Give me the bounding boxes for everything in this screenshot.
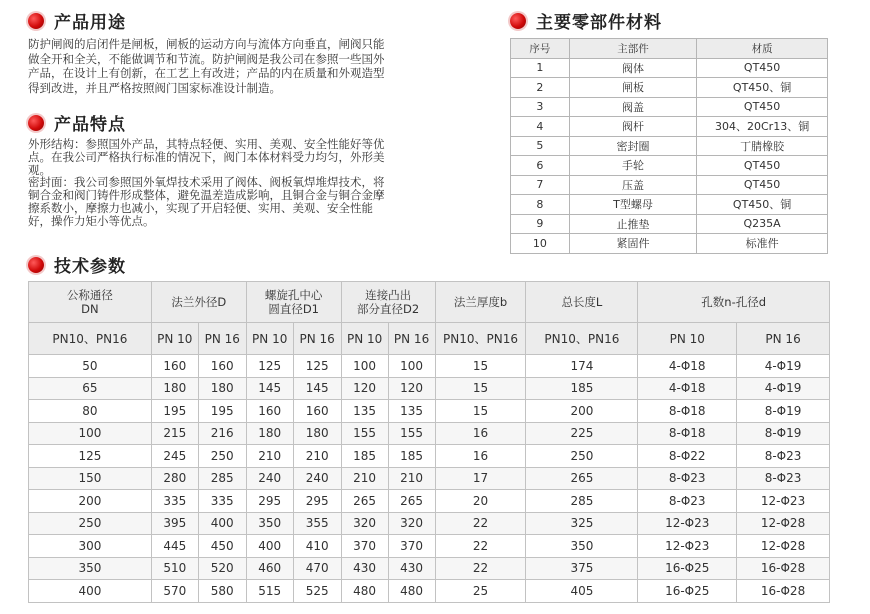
- tech-cell: 16-Φ28: [737, 580, 830, 603]
- tech-cell: 285: [526, 490, 638, 513]
- tech-cell: 225: [526, 422, 638, 445]
- raised-face-header: 连接凸出 部分直径D2: [341, 282, 435, 323]
- tech-cell: 210: [388, 467, 435, 490]
- materials-cell: QT450: [697, 156, 828, 176]
- materials-row: [511, 175, 828, 195]
- tech-cell: 50: [29, 355, 152, 378]
- tech-cell: 570: [151, 580, 198, 603]
- tech-row: [29, 422, 830, 445]
- tech-cell: 250: [198, 445, 246, 468]
- materials-cell: 紧固件: [569, 234, 696, 254]
- tech-cell: 370: [388, 535, 435, 558]
- materials-row: [511, 97, 828, 117]
- materials-cell: T型螺母: [569, 195, 696, 215]
- usage-paragraph: [28, 37, 453, 95]
- tech-cell: 22: [435, 535, 526, 558]
- materials-cell: 304、20Cr13、铜: [697, 117, 828, 137]
- tech-cell: 20: [435, 490, 526, 513]
- tech-cell: 8-Φ23: [638, 467, 737, 490]
- tech-cell: 335: [198, 490, 246, 513]
- tech-cell: 125: [29, 445, 152, 468]
- tech-cell: 280: [151, 467, 198, 490]
- tech-row: [29, 467, 830, 490]
- features-text-line: 观。: [28, 162, 51, 177]
- tech-row: [29, 512, 830, 535]
- tech-cell: 350: [526, 535, 638, 558]
- tech-cell: 265: [341, 490, 388, 513]
- materials-cell: 阀盖: [569, 97, 696, 117]
- tech-cell: 375: [526, 557, 638, 580]
- materials-row: [511, 234, 828, 254]
- tech-cell: 125: [246, 355, 293, 378]
- materials-row: [511, 78, 828, 98]
- features-text-line: 铜合金和阀门铸件形成整体，避免温差造成影响，且铜合金与铜合金摩: [28, 188, 385, 203]
- red-bullet-icon: [28, 257, 44, 273]
- tech-cell: 17: [435, 467, 526, 490]
- tech-cell: 185: [388, 445, 435, 468]
- features-paragraph: [28, 138, 453, 228]
- materials-row: [511, 136, 828, 156]
- tech-row: [29, 377, 830, 400]
- tech-cell: 355: [293, 512, 341, 535]
- tech-cell: 445: [151, 535, 198, 558]
- tech-cell: 135: [388, 400, 435, 423]
- materials-cell: 8: [511, 195, 570, 215]
- tech-cell: 210: [246, 445, 293, 468]
- tech-cell: 180: [151, 377, 198, 400]
- materials-cell: 手轮: [569, 156, 696, 176]
- tech-cell: 300: [29, 535, 152, 558]
- materials-cell: 6: [511, 156, 570, 176]
- tech-cell: 16: [435, 445, 526, 468]
- tech-cell: 210: [293, 445, 341, 468]
- tech-row: [29, 557, 830, 580]
- tech-subheader-cell: PN 16: [198, 323, 246, 355]
- materials-row: [511, 156, 828, 176]
- tech-subheader-cell: PN 16: [388, 323, 435, 355]
- usage-heading: [28, 8, 126, 33]
- tech-cell: 470: [293, 557, 341, 580]
- materials-cell: QT450: [697, 175, 828, 195]
- features-heading: [28, 110, 126, 135]
- tech-cell: 250: [29, 512, 152, 535]
- tech-cell: 8-Φ19: [737, 422, 830, 445]
- tech-params-table: [28, 281, 830, 603]
- tech-cell: 200: [29, 490, 152, 513]
- tech-cell: 125: [293, 355, 341, 378]
- tech-subheader-cell: PN 10: [246, 323, 293, 355]
- tech-cell: 12-Φ23: [737, 490, 830, 513]
- tech-cell: 320: [388, 512, 435, 535]
- tech-cell: 4-Φ19: [737, 377, 830, 400]
- tech-cell: 8-Φ23: [737, 445, 830, 468]
- usage-text-line: 产品，在设计上有创新，在工艺上有改进；产品的内在质量和外观造型: [28, 66, 385, 80]
- tech-cell: 450: [198, 535, 246, 558]
- materials-table: [510, 38, 828, 254]
- bolt-circle-header: 螺旋孔中心 圆直径D1: [246, 282, 341, 323]
- tech-cell: 525: [293, 580, 341, 603]
- tech-cell: 400: [29, 580, 152, 603]
- materials-row: [511, 117, 828, 137]
- materials-cell: 止推垫: [569, 214, 696, 234]
- tech-row: [29, 400, 830, 423]
- tech-cell: 8-Φ23: [638, 490, 737, 513]
- tech-cell: 145: [293, 377, 341, 400]
- tech-cell: 65: [29, 377, 152, 400]
- tech-cell: 22: [435, 557, 526, 580]
- tech-subheader-cell: PN 10: [151, 323, 198, 355]
- tech-cell: 180: [293, 422, 341, 445]
- materials-cell: 阀体: [569, 58, 696, 78]
- materials-cell: Q235A: [697, 214, 828, 234]
- tech-cell: 120: [341, 377, 388, 400]
- tech-cell: 580: [198, 580, 246, 603]
- tech-subheader-cell: PN 16: [737, 323, 830, 355]
- holes-header: 孔数n-孔径d: [638, 282, 830, 323]
- tech-cell: 395: [151, 512, 198, 535]
- features-text-line: 好，操作力矩小等优点。: [28, 213, 155, 228]
- tech-cell: 405: [526, 580, 638, 603]
- tech-cell: 185: [526, 377, 638, 400]
- tech-cell: 160: [246, 400, 293, 423]
- tech-subheader-cell: PN 10: [638, 323, 737, 355]
- features-text-line: 外形结构：参照国外产品，其特点轻便、实用、美观、安全性能好等优: [28, 137, 385, 151]
- features-text-line: 擦系数小，摩擦力也减小，实现了开启轻便、实用、美观、安全性能: [28, 200, 373, 215]
- materials-cell: 标准件: [697, 234, 828, 254]
- tech-subheader-cell: PN 10: [341, 323, 388, 355]
- materials-row: [511, 214, 828, 234]
- tech-subheader-cell: PN10、PN16: [435, 323, 526, 355]
- materials-row: [511, 58, 828, 78]
- materials-cell: 压盖: [569, 175, 696, 195]
- tech-cell: 265: [388, 490, 435, 513]
- materials-cell: 丁腈橡胶: [697, 136, 828, 156]
- tech-header-row: [29, 282, 830, 323]
- tech-cell: 150: [29, 467, 152, 490]
- tech-cell: 480: [341, 580, 388, 603]
- materials-cell: 5: [511, 136, 570, 156]
- flange-thickness-header: 法兰厚度b: [435, 282, 526, 323]
- tech-cell: 325: [526, 512, 638, 535]
- tech-cell: 460: [246, 557, 293, 580]
- tech-row: [29, 535, 830, 558]
- tech-subheader-row: [29, 323, 830, 355]
- materials-cell: 密封圈: [569, 136, 696, 156]
- tech-cell: 295: [246, 490, 293, 513]
- tech-row: [29, 580, 830, 603]
- tech-cell: 80: [29, 400, 152, 423]
- materials-cell: 10: [511, 234, 570, 254]
- tech-row: [29, 355, 830, 378]
- tech-cell: 515: [246, 580, 293, 603]
- dn-header: 公称通径 DN: [29, 282, 152, 323]
- materials-cell: QT450: [697, 58, 828, 78]
- tech-cell: 285: [198, 467, 246, 490]
- red-bullet-icon: [28, 115, 44, 131]
- materials-cell: 9: [511, 214, 570, 234]
- materials-cell: 3: [511, 97, 570, 117]
- features-title: 产品特点: [54, 115, 126, 135]
- materials-header-cell: 序号: [511, 39, 570, 59]
- tech-cell: 216: [198, 422, 246, 445]
- tech-cell: 185: [341, 445, 388, 468]
- tech-cell: 250: [526, 445, 638, 468]
- red-bullet-icon: [28, 13, 44, 29]
- tech-cell: 180: [198, 377, 246, 400]
- tech-cell: 335: [151, 490, 198, 513]
- tech-cell: 480: [388, 580, 435, 603]
- tech-cell: 195: [151, 400, 198, 423]
- tech-cell: 100: [29, 422, 152, 445]
- tech-cell: 12-Φ28: [737, 535, 830, 558]
- flange-od-header: 法兰外径D: [151, 282, 246, 323]
- usage-text-line: 做全开和全关，不能做调节和节流。防护闸阀是我公司在参照一些国外: [28, 51, 385, 66]
- tech-cell: 240: [246, 467, 293, 490]
- tech-cell: 400: [198, 512, 246, 535]
- tech-cell: 155: [341, 422, 388, 445]
- tech-cell: 4-Φ18: [638, 377, 737, 400]
- tech-cell: 8-Φ22: [638, 445, 737, 468]
- tech-cell: 16: [435, 422, 526, 445]
- tech-cell: 160: [198, 355, 246, 378]
- tech-cell: 4-Φ19: [737, 355, 830, 378]
- tech-cell: 240: [293, 467, 341, 490]
- tech-row: [29, 490, 830, 513]
- tech-subheader-cell: PN10、PN16: [526, 323, 638, 355]
- tech-cell: 410: [293, 535, 341, 558]
- tech-cell: 145: [246, 377, 293, 400]
- tech-cell: 160: [151, 355, 198, 378]
- materials-heading: [510, 8, 662, 33]
- tech-cell: 430: [388, 557, 435, 580]
- materials-cell: 4: [511, 117, 570, 137]
- materials-header-cell: 材质: [697, 39, 828, 59]
- tech-cell: 510: [151, 557, 198, 580]
- tech-cell: 320: [341, 512, 388, 535]
- tech-cell: 155: [388, 422, 435, 445]
- tech-cell: 8-Φ18: [638, 422, 737, 445]
- materials-cell: QT450、铜: [697, 78, 828, 98]
- materials-cell: 7: [511, 175, 570, 195]
- tech-cell: 16-Φ25: [638, 557, 737, 580]
- tech-cell: 12-Φ23: [638, 512, 737, 535]
- tech-subheader-cell: PN10、PN16: [29, 323, 152, 355]
- tech-cell: 200: [526, 400, 638, 423]
- materials-cell: 1: [511, 58, 570, 78]
- tech-cell: 8-Φ23: [737, 467, 830, 490]
- tech-cell: 100: [341, 355, 388, 378]
- materials-title: 主要零部件材料: [536, 13, 662, 33]
- tech-heading: [28, 252, 126, 277]
- tech-cell: 265: [526, 467, 638, 490]
- tech-cell: 16-Φ25: [638, 580, 737, 603]
- materials-cell: QT450、铜: [697, 195, 828, 215]
- features-text-line: 点。在我公司严格执行标准的情况下，阀门本体材料受力均匀，外形美: [28, 149, 385, 164]
- tech-cell: 15: [435, 377, 526, 400]
- materials-cell: QT450: [697, 97, 828, 117]
- tech-cell: 400: [246, 535, 293, 558]
- materials-cell: 2: [511, 78, 570, 98]
- materials-header-row: [511, 39, 828, 59]
- tech-cell: 100: [388, 355, 435, 378]
- tech-cell: 174: [526, 355, 638, 378]
- tech-cell: 22: [435, 512, 526, 535]
- tech-row: [29, 445, 830, 468]
- tech-cell: 4-Φ18: [638, 355, 737, 378]
- features-text-line: 密封面：我公司参照国外氧焊技术采用了阀体、阀板氧焊堆焊技术，将: [28, 175, 385, 190]
- usage-text-line: 防护闸阀的启闭件是闸板，闸板的运动方向与流体方向垂直，闸阀只能: [28, 37, 385, 51]
- materials-header-cell: 主部件: [569, 39, 696, 59]
- tech-cell: 195: [198, 400, 246, 423]
- tech-cell: 12-Φ28: [737, 512, 830, 535]
- tech-cell: 135: [341, 400, 388, 423]
- tech-cell: 15: [435, 355, 526, 378]
- tech-cell: 25: [435, 580, 526, 603]
- tech-cell: 8-Φ18: [638, 400, 737, 423]
- tech-cell: 8-Φ19: [737, 400, 830, 423]
- usage-title: 产品用途: [54, 13, 126, 33]
- tech-cell: 245: [151, 445, 198, 468]
- tech-subheader-cell: PN 16: [293, 323, 341, 355]
- tech-cell: 160: [293, 400, 341, 423]
- tech-cell: 15: [435, 400, 526, 423]
- tech-cell: 370: [341, 535, 388, 558]
- tech-cell: 16-Φ28: [737, 557, 830, 580]
- usage-text-line: 得到改进，并且严格按照阀门国家标准设计制造。: [28, 80, 281, 95]
- tech-cell: 120: [388, 377, 435, 400]
- tech-cell: 520: [198, 557, 246, 580]
- tech-cell: 350: [246, 512, 293, 535]
- red-bullet-icon: [510, 13, 526, 29]
- tech-cell: 350: [29, 557, 152, 580]
- materials-cell: 闸板: [569, 78, 696, 98]
- materials-cell: 阀杆: [569, 117, 696, 137]
- tech-title: 技术参数: [54, 257, 126, 277]
- materials-row: [511, 195, 828, 215]
- tech-cell: 12-Φ23: [638, 535, 737, 558]
- tech-cell: 430: [341, 557, 388, 580]
- tech-cell: 215: [151, 422, 198, 445]
- tech-cell: 210: [341, 467, 388, 490]
- tech-cell: 295: [293, 490, 341, 513]
- total-length-header: 总长度L: [526, 282, 638, 323]
- tech-cell: 180: [246, 422, 293, 445]
